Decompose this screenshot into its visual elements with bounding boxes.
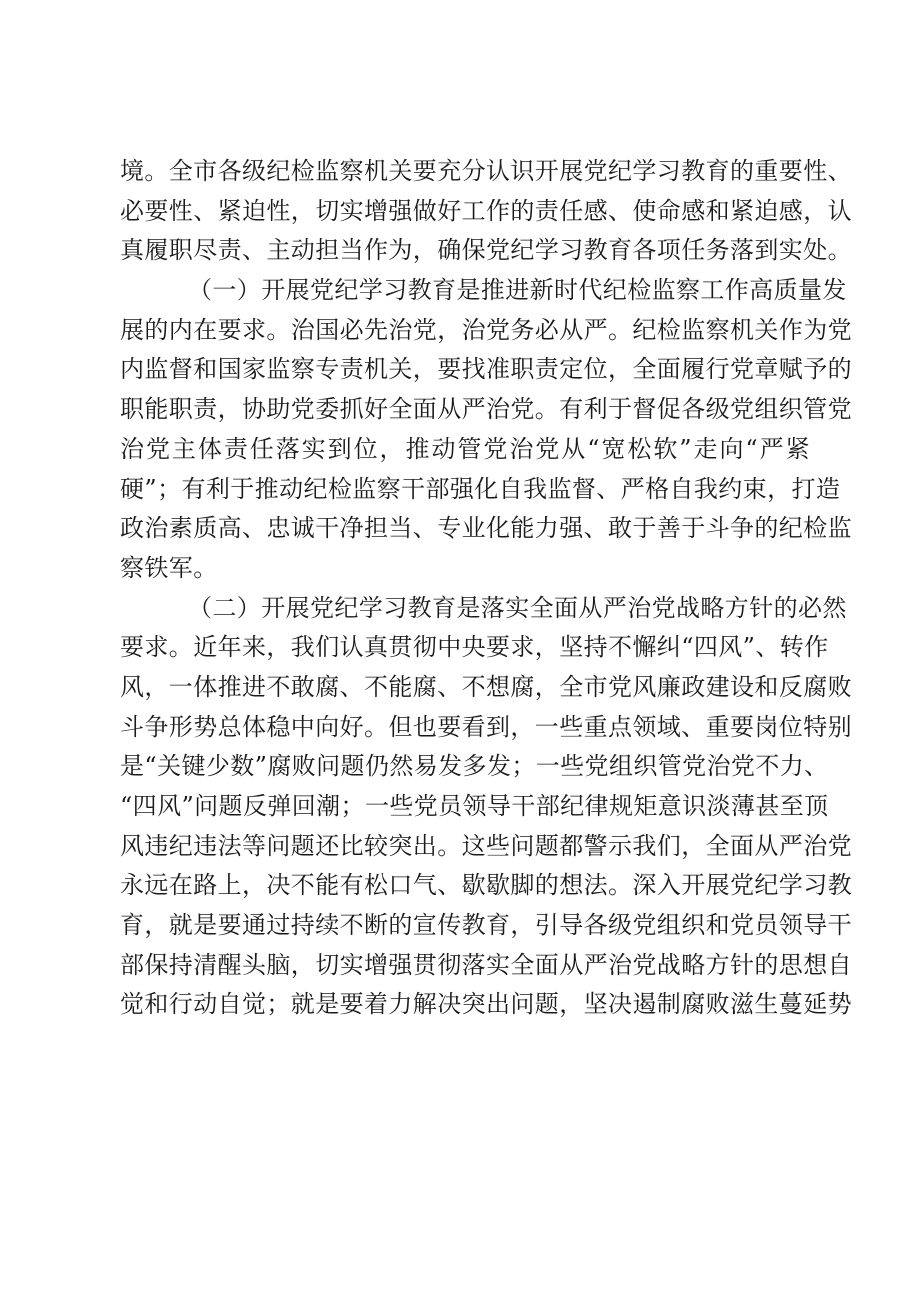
text-line: 职能职责，协助党委抓好全面从严治党。有利于督促各级党组织管党 (120, 395, 852, 424)
text-line: （一）开展党纪学习教育是推进新时代纪检监察工作高质量发 (188, 276, 847, 305)
text-line: 硬”；有利于推动纪检监察干部强化自我监督、严格自我约束，打造 (120, 474, 841, 503)
text-line: 政治素质高、忠诚干净担当、专业化能力强、敢于善于斗争的纪检监 (120, 514, 852, 543)
text-line: 察铁军。 (120, 553, 218, 582)
paragraph-continuation (120, 152, 852, 271)
text-line: “四风”问题反弹回潮；一些党员领导干部纪律规矩意识淡薄甚至顶 (120, 792, 829, 820)
document-body (120, 152, 852, 1025)
paragraph-section-two (120, 589, 852, 1026)
paragraph-section-one (120, 271, 852, 589)
text-line: 真履职尽责、主动担当作为，确保党纪学习教育各项任务落到实处。 (120, 236, 852, 265)
text-line: 内监督和国家监察专责机关，要找准职责定位，全面履行党章赋予的 (120, 355, 852, 384)
text-line: 斗争形势总体稳中向好。但也要看到，一些重点领域、重要岗位特别 (120, 712, 852, 741)
text-line: （二）开展党纪学习教育是落实全面从严治党战略方针的必然 (188, 593, 847, 622)
text-line: 育，就是要通过持续不断的宣传教育，引导各级党组织和党员领导干 (120, 911, 852, 940)
text-line: 觉和行动自觉；就是要着力解决突出问题，坚决遏制腐败滋生蔓延势 (120, 990, 852, 1019)
text-line: 是“关键少数”腐败问题仍然易发多发；一些党组织管党治党不力、 (120, 752, 829, 781)
text-line: 治党主体责任落实到位，推动管党治党从“宽松软”走向“严紧 (120, 434, 810, 463)
text-line: 展的内在要求。治国必先治党，治党务必从严。纪检监察机关作为党 (120, 315, 852, 344)
text-line: 要求。近年来，我们认真贯彻中央要求，坚持不懈纠“四风”、转作 (120, 633, 829, 662)
text-line: 风，一体推进不敢腐、不能腐、不想腐，全市党风廉政建设和反腐败 (120, 672, 852, 701)
text-line: 风违纪违法等问题还比较突出。这些问题都警示我们，全面从严治党 (120, 831, 852, 860)
text-line: 境。全市各级纪检监察机关要充分认识开展党纪学习教育的重要性、 (120, 157, 852, 185)
text-line: 必要性、紧迫性，切实增强做好工作的责任感、使命感和紧迫感，认 (120, 196, 852, 225)
text-line: 部保持清醒头脑，切实增强贯彻落实全面从严治党战略方针的思想自 (120, 950, 852, 979)
text-line: 永远在路上，决不能有松口气、歇歇脚的想法。深入开展党纪学习教 (120, 871, 852, 900)
